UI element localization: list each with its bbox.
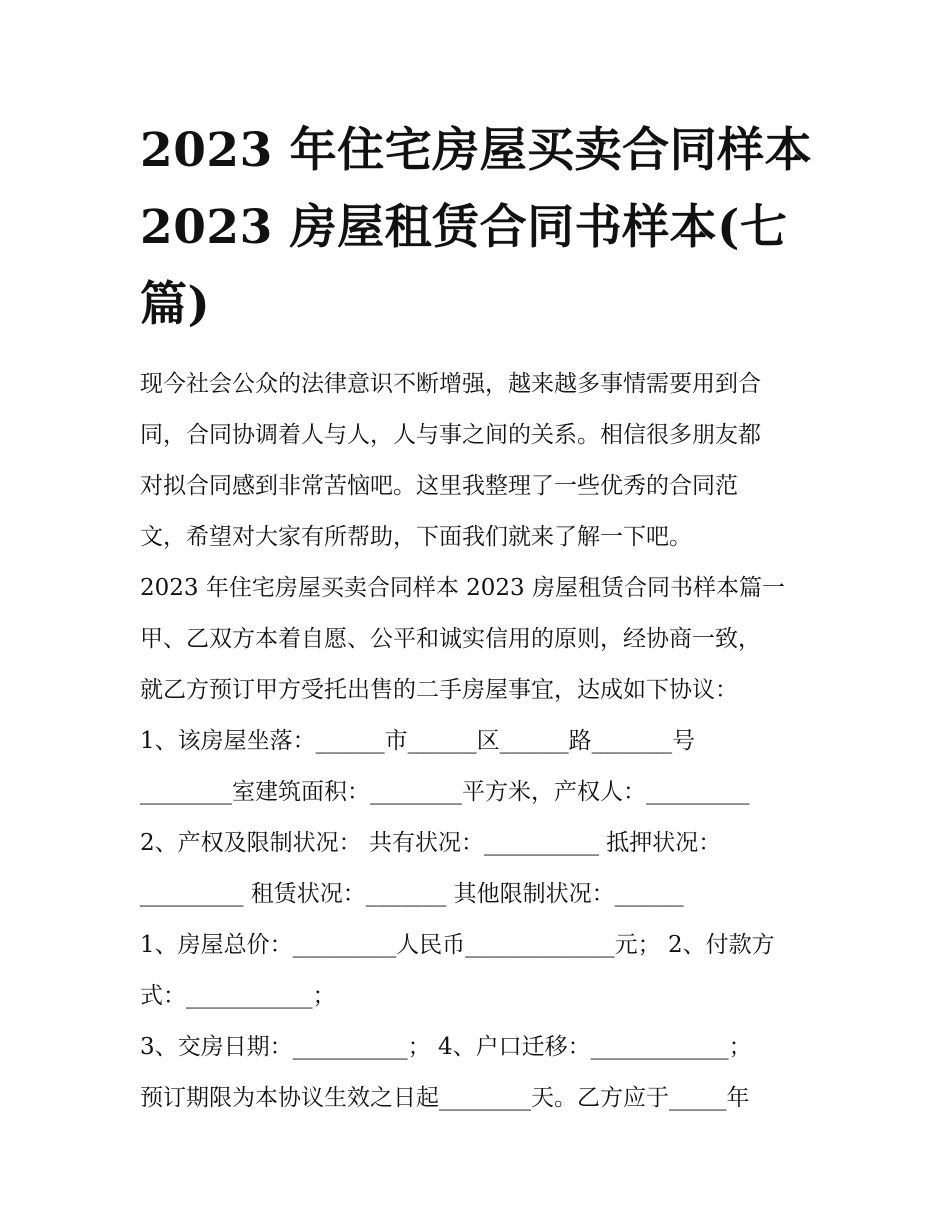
clause-line: 2、产权及限制状况： 共有状况：__________ 抵押状况： <box>140 830 722 856</box>
clause-line: _________ 租赁状况：_______ 其他限制状况：______ <box>140 881 684 907</box>
document-page <box>140 112 830 1124</box>
clause-line: 3、交房日期：__________； 4、户口迁移：____________； <box>140 1034 752 1060</box>
title-line: 2023 房屋租赁合同书样本(七 <box>140 200 788 255</box>
document-body <box>140 359 830 1124</box>
body-line: 同，合同协调着人与人，人与事之间的关系。相信很多朋友都 <box>140 422 761 448</box>
clause-line: 预订期限为本协议生效之日起________天。乙方应于_____年 <box>140 1085 750 1111</box>
clause-line: 1、房屋总价：_________人民币_____________元； 2、付款方 <box>140 932 775 958</box>
document-title <box>140 112 830 343</box>
body-line: 对拟合同感到非常苦恼吧。这里我整理了一些优秀的合同范 <box>140 473 738 499</box>
body-line: 就乙方预订甲方受托出售的二手房屋事宜，达成如下协议： <box>140 677 738 703</box>
body-line: 甲、乙双方本着自愿、公平和诚实信用的原则，经协商一致， <box>140 626 761 652</box>
clause-line: ________室建筑面积：________平方米，产权人：_________ <box>140 779 750 805</box>
clause-line: 1、该房屋坐落：______市______区______路_______号 <box>140 728 696 754</box>
clause-line: 式：___________； <box>140 983 336 1009</box>
title-line: 2023 年住宅房屋买卖合同样本 <box>140 123 813 178</box>
body-line: 现今社会公众的法律意识不断增强，越来越多事情需要用到合 <box>140 371 761 397</box>
section-heading: 2023 年住宅房屋买卖合同样本 2023 房屋租赁合同书样本篇一 <box>140 575 785 601</box>
body-line: 文，希望对大家有所帮助，下面我们就来了解一下吧。 <box>140 524 692 550</box>
title-line: 篇) <box>140 277 211 332</box>
